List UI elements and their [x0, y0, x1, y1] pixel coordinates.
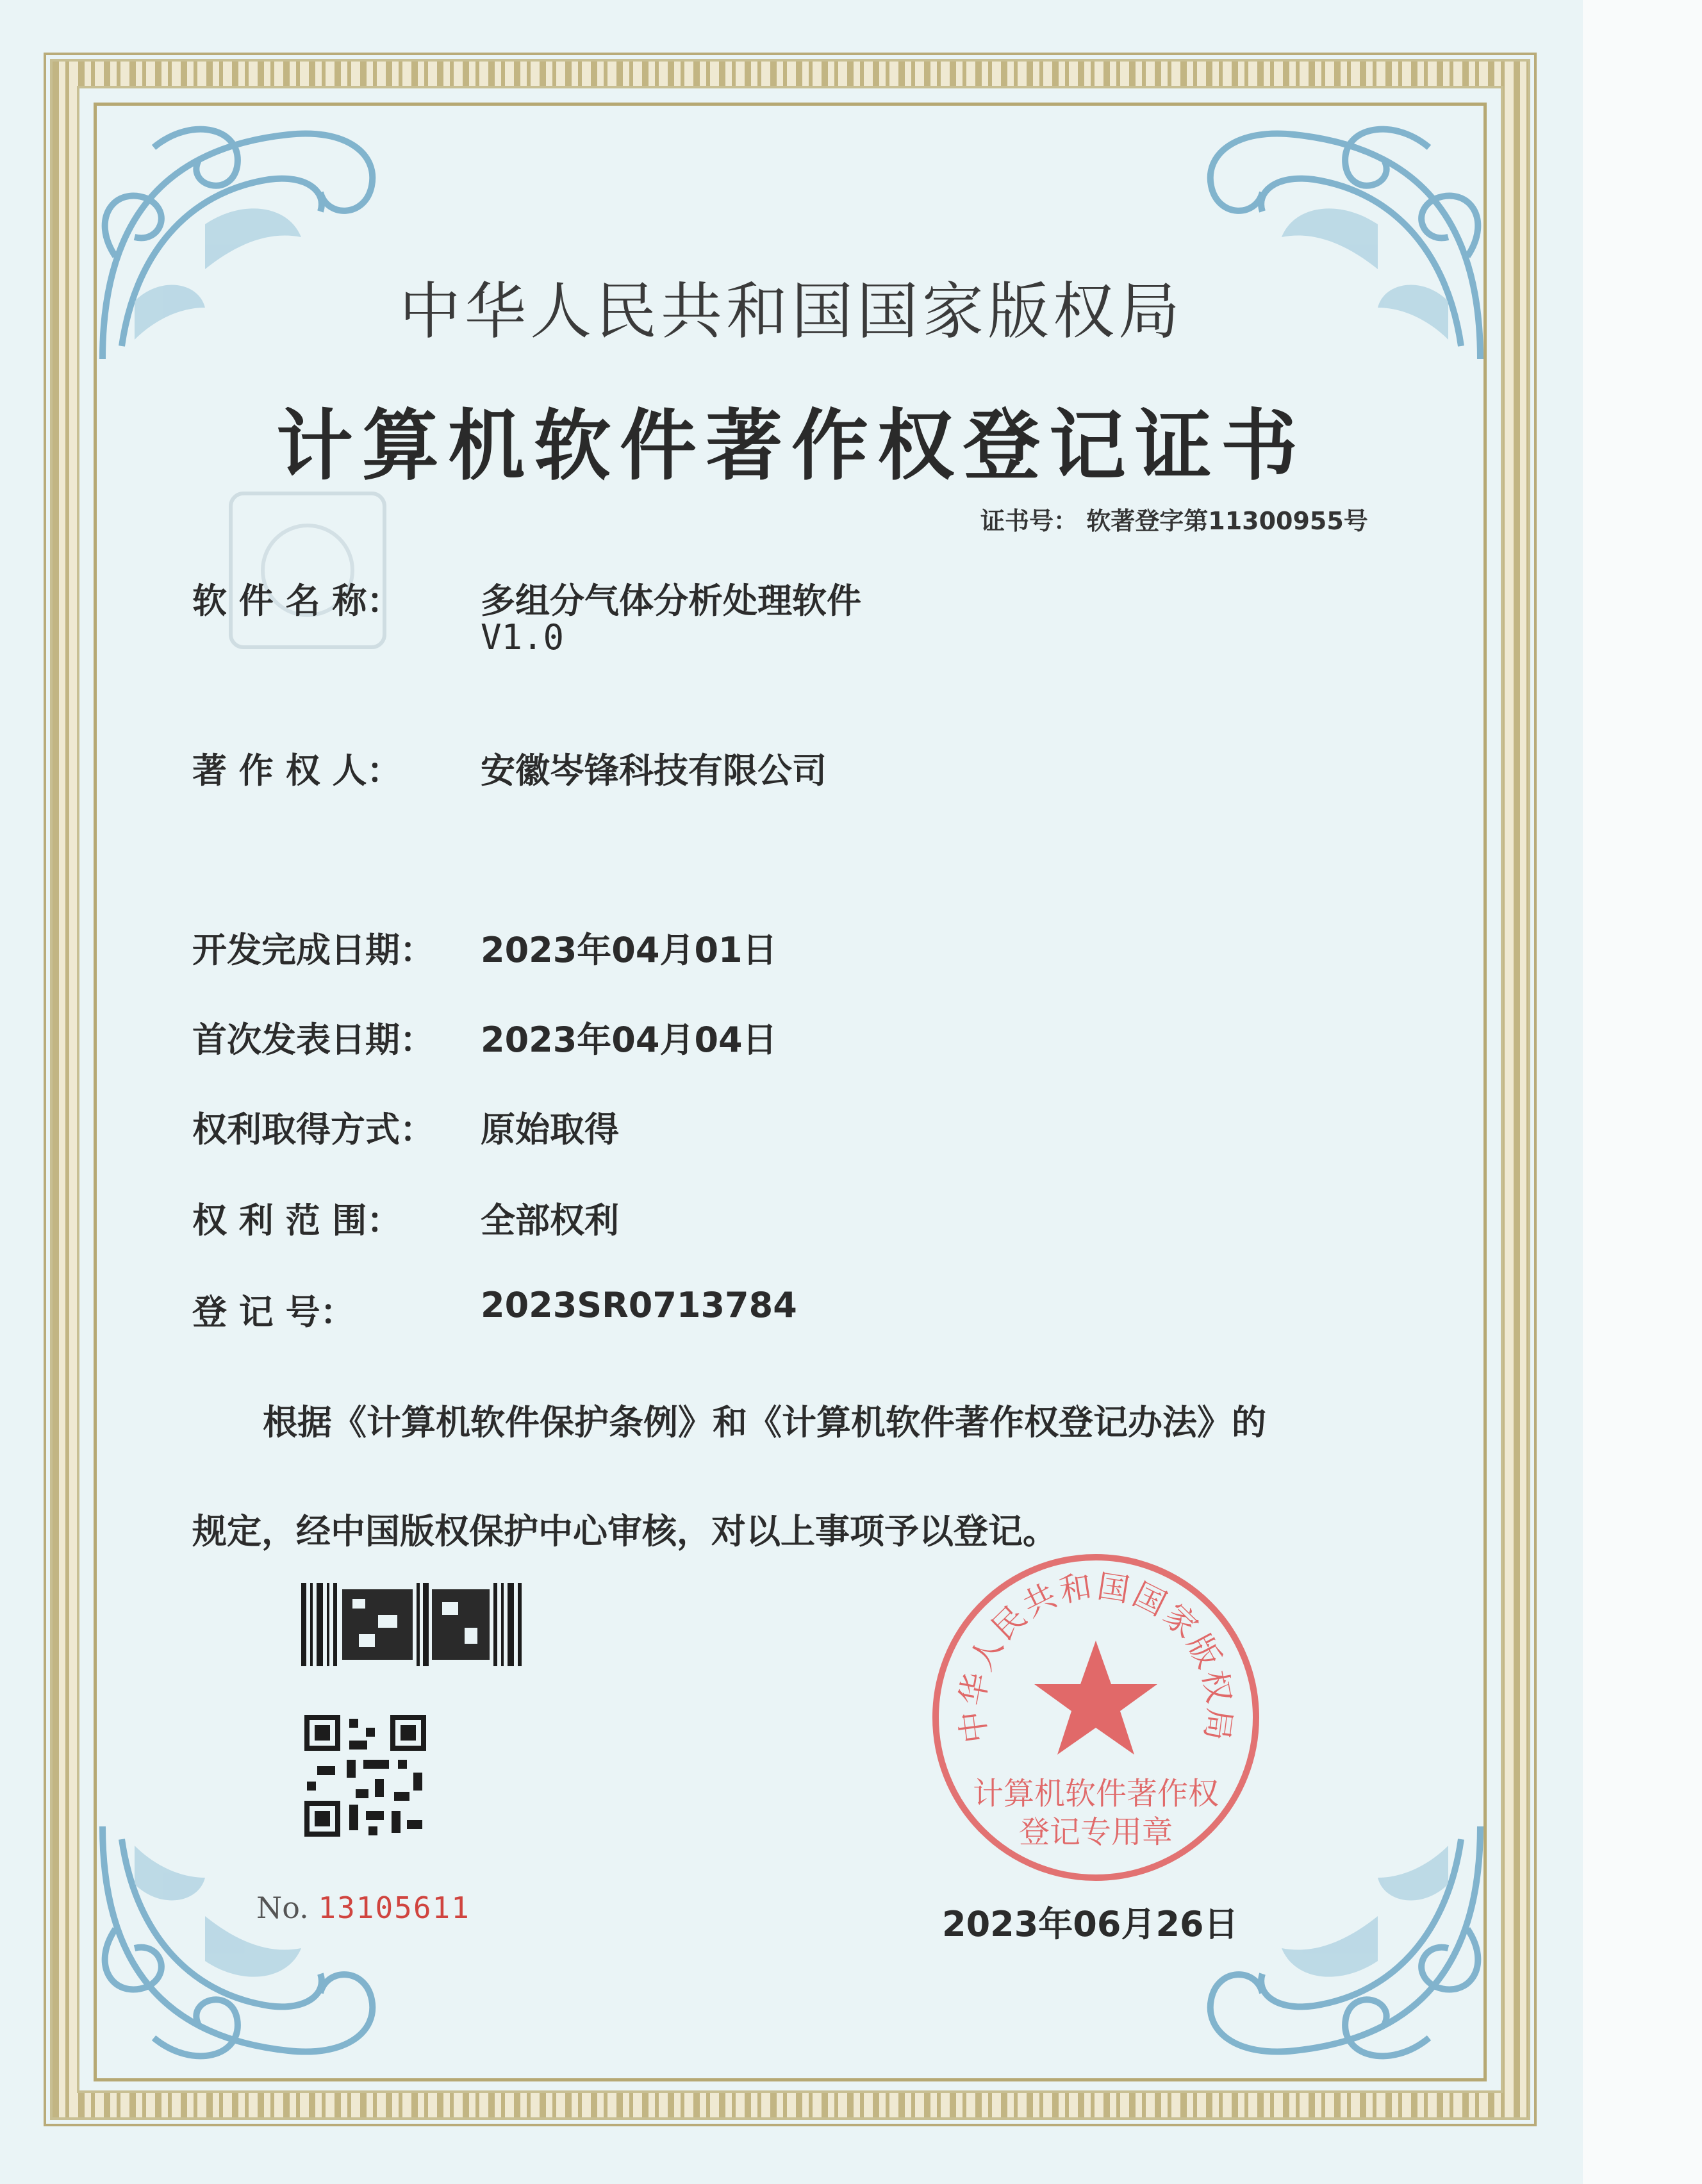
issue-date: 2023年06月26日 [942, 1904, 1239, 1944]
field-label: 开发完成日期： [192, 930, 434, 970]
field-label: 权 利 范 围： [192, 1200, 402, 1241]
seal-outer-text: 中华人民共和国国家版权局 [953, 1567, 1239, 1746]
field-label: 著 作 权 人： [192, 750, 402, 791]
statement-line-2: 规定，经中国版权保护中心审核，对以上事项予以登记。 [192, 1511, 1057, 1551]
seal-inner-line-1: 计算机软件著作权 [972, 1776, 1219, 1812]
field-label: 登 记 号： [192, 1292, 355, 1332]
field-label: 首次发表日期： [192, 1020, 434, 1060]
field-value: 2023SR0713784 [481, 1285, 797, 1325]
serial-prefix: No. [256, 1890, 309, 1925]
embossed-watermark [224, 487, 391, 654]
field-label: 权利取得方式： [192, 1109, 434, 1150]
barcode-image [301, 1583, 525, 1666]
field-value: 原始取得 [481, 1109, 619, 1150]
certificate-number-label: 证书号： [980, 507, 1078, 535]
field-value-version: V1.0 [481, 617, 565, 658]
certificate-title: 计算机软件著作权登记证书 [276, 401, 1307, 491]
serial-value: 13105611 [318, 1890, 470, 1925]
field-value: 安徽岑锋科技有限公司 [481, 750, 827, 791]
qr-code-image [304, 1715, 426, 1837]
certificate-number [980, 501, 1368, 536]
field-value: 多组分气体分析处理软件 [481, 581, 861, 621]
seal-inner-line-2: 登记专用章 [1018, 1814, 1173, 1850]
field-value: 2023年04月04日 [481, 1020, 777, 1060]
issuing-authority: 中华人民共和国国家版权局 [399, 276, 1184, 347]
field-value: 全部权利 [481, 1200, 619, 1241]
field-label: 软 件 名 称： [192, 581, 402, 621]
serial-number [256, 1890, 470, 1925]
official-seal [923, 1544, 1269, 1890]
certificate-number-value: 软著登字第11300955号 [1086, 507, 1368, 535]
field-value: 2023年04月01日 [481, 930, 777, 970]
statement-line-1: 根据《计算机软件保护条例》和《计算机软件著作权登记办法》的 [263, 1402, 1266, 1443]
corner-ornament-bottom-left [77, 1801, 436, 2096]
scan-margin [1583, 0, 1702, 2184]
